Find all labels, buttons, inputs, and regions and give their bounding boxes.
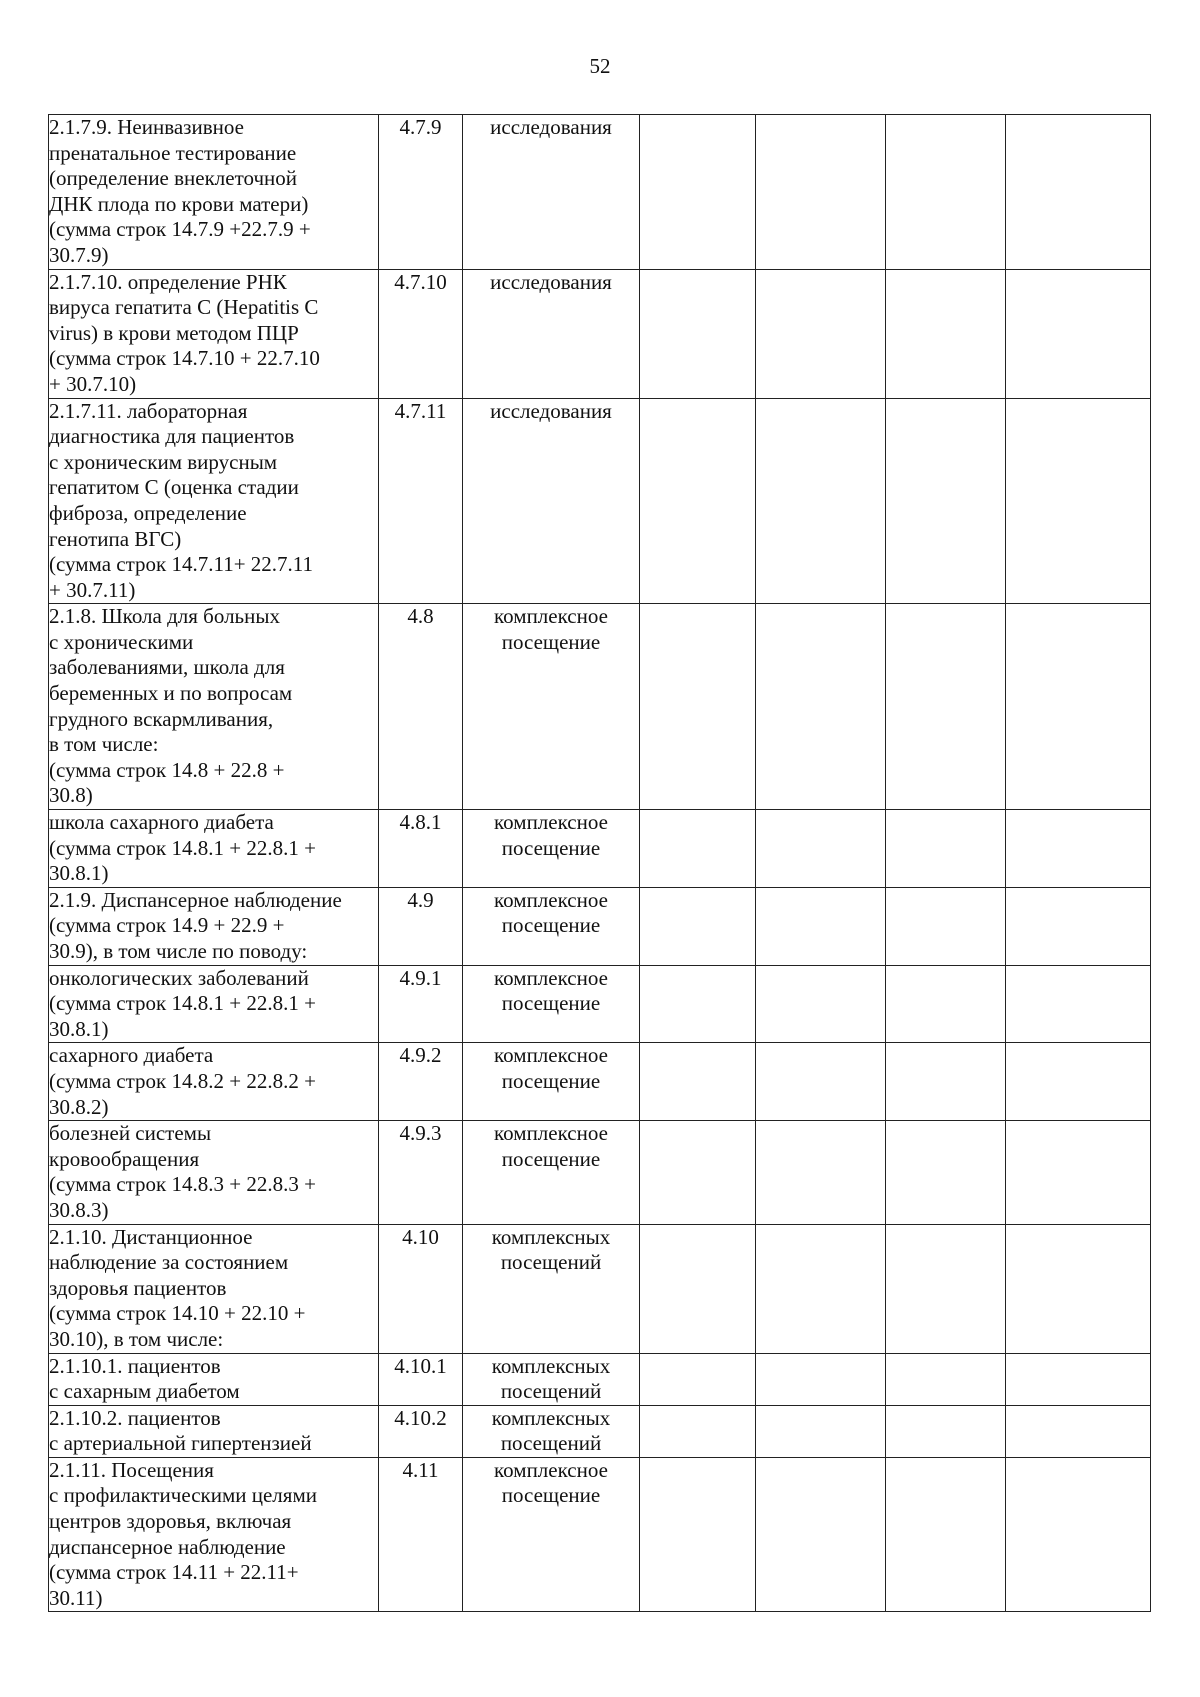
indicator-name-cell: 2.1.11. Посещения с профилактическими целями центров здоровья, включая диспансерное наблюдение (сумма строк 14.11 + 22.11+ 30.11)	[49, 1457, 379, 1612]
indicator-name-cell: 2.1.7.9. Неинвазивное пренатальное тестирование (определение внеклеточной ДНК плода по крови матери) (сумма строк 14.7.9 +22.7.9 + 30.7.9)	[49, 115, 379, 270]
table-body	[49, 115, 1151, 1612]
empty-value-cell	[756, 269, 886, 398]
row-code-cell: 4.9.2	[379, 1043, 463, 1121]
indicator-name-cell: болезней системы кровообращения (сумма строк 14.8.3 + 22.8.3 + 30.8.3)	[49, 1121, 379, 1224]
table-row	[49, 1457, 1151, 1612]
empty-value-cell	[886, 887, 1006, 965]
unit-cell: комплексное посещение	[463, 604, 640, 810]
unit-cell: комплексное посещение	[463, 887, 640, 965]
indicator-name-cell: 2.1.9. Диспансерное наблюдение (сумма строк 14.9 + 22.9 + 30.9), в том числе по поводу:	[49, 887, 379, 965]
empty-value-cell	[756, 1043, 886, 1121]
empty-value-cell	[1006, 398, 1151, 604]
unit-cell: комплексное посещение	[463, 965, 640, 1043]
empty-value-cell	[1006, 1353, 1151, 1405]
table-row	[49, 398, 1151, 604]
table-row	[49, 810, 1151, 888]
empty-value-cell	[640, 1405, 756, 1457]
row-code-cell: 4.7.10	[379, 269, 463, 398]
unit-cell: исследования	[463, 115, 640, 270]
empty-value-cell	[886, 1353, 1006, 1405]
unit-cell: комплексных посещений	[463, 1353, 640, 1405]
empty-value-cell	[1006, 115, 1151, 270]
empty-value-cell	[886, 1043, 1006, 1121]
empty-value-cell	[640, 1043, 756, 1121]
indicator-name-cell: 2.1.7.11. лабораторная диагностика для пациентов с хроническим вирусным гепатитом С (оценка стадии фиброза, определение генотипа ВГС) (сумма строк 14.7.11+ 22.7.11 + 30.7.11)	[49, 398, 379, 604]
unit-cell: исследования	[463, 269, 640, 398]
unit-cell: комплексных посещений	[463, 1405, 640, 1457]
empty-value-cell	[1006, 1121, 1151, 1224]
empty-value-cell	[1006, 269, 1151, 398]
empty-value-cell	[640, 1224, 756, 1353]
empty-value-cell	[1006, 604, 1151, 810]
indicator-name-cell: школа сахарного диабета (сумма строк 14.8.1 + 22.8.1 + 30.8.1)	[49, 810, 379, 888]
row-code-cell: 4.11	[379, 1457, 463, 1612]
table-row	[49, 1043, 1151, 1121]
empty-value-cell	[756, 1353, 886, 1405]
indicator-name-cell: 2.1.10.1. пациентов с сахарным диабетом	[49, 1353, 379, 1405]
empty-value-cell	[886, 810, 1006, 888]
row-code-cell: 4.8.1	[379, 810, 463, 888]
empty-value-cell	[886, 1121, 1006, 1224]
row-code-cell: 4.10.2	[379, 1405, 463, 1457]
empty-value-cell	[756, 1457, 886, 1612]
empty-value-cell	[756, 398, 886, 604]
row-code-cell: 4.10.1	[379, 1353, 463, 1405]
empty-value-cell	[756, 1121, 886, 1224]
empty-value-cell	[756, 1224, 886, 1353]
statistics-form-table	[48, 114, 1151, 1612]
indicator-name-cell: 2.1.7.10. определение РНК вируса гепатита С (Hepatitis C virus) в крови методом ПЦР (сумма строк 14.7.10 + 22.7.10 + 30.7.10)	[49, 269, 379, 398]
empty-value-cell	[1006, 1405, 1151, 1457]
empty-value-cell	[1006, 1043, 1151, 1121]
indicator-name-cell: 2.1.8. Школа для больных с хроническими заболеваниями, школа для беременных и по вопросам грудного вскармливания, в том числе: (сумма строк 14.8 + 22.8 + 30.8)	[49, 604, 379, 810]
table-row	[49, 115, 1151, 270]
empty-value-cell	[1006, 1457, 1151, 1612]
table-row	[49, 1405, 1151, 1457]
table-row	[49, 1353, 1151, 1405]
empty-value-cell	[756, 965, 886, 1043]
empty-value-cell	[640, 965, 756, 1043]
unit-cell: комплексное посещение	[463, 1457, 640, 1612]
empty-value-cell	[1006, 965, 1151, 1043]
empty-value-cell	[640, 1457, 756, 1612]
empty-value-cell	[756, 887, 886, 965]
empty-value-cell	[886, 1224, 1006, 1353]
empty-value-cell	[640, 604, 756, 810]
page-number: 52	[589, 54, 611, 78]
unit-cell: комплексное посещение	[463, 810, 640, 888]
table-row	[49, 1121, 1151, 1224]
empty-value-cell	[756, 604, 886, 810]
table-row	[49, 965, 1151, 1043]
table-row	[49, 1224, 1151, 1353]
empty-value-cell	[756, 810, 886, 888]
empty-value-cell	[640, 887, 756, 965]
empty-value-cell	[1006, 1224, 1151, 1353]
row-code-cell: 4.9	[379, 887, 463, 965]
empty-value-cell	[886, 398, 1006, 604]
table-row	[49, 269, 1151, 398]
empty-value-cell	[756, 115, 886, 270]
empty-value-cell	[640, 115, 756, 270]
row-code-cell: 4.7.9	[379, 115, 463, 270]
row-code-cell: 4.7.11	[379, 398, 463, 604]
unit-cell: комплексное посещение	[463, 1121, 640, 1224]
empty-value-cell	[886, 1405, 1006, 1457]
unit-cell: комплексных посещений	[463, 1224, 640, 1353]
table-row	[49, 604, 1151, 810]
row-code-cell: 4.9.3	[379, 1121, 463, 1224]
empty-value-cell	[1006, 810, 1151, 888]
row-code-cell: 4.8	[379, 604, 463, 810]
unit-cell: исследования	[463, 398, 640, 604]
empty-value-cell	[886, 115, 1006, 270]
empty-value-cell	[640, 398, 756, 604]
row-code-cell: 4.9.1	[379, 965, 463, 1043]
empty-value-cell	[886, 269, 1006, 398]
empty-value-cell	[886, 1457, 1006, 1612]
row-code-cell: 4.10	[379, 1224, 463, 1353]
empty-value-cell	[640, 269, 756, 398]
empty-value-cell	[640, 810, 756, 888]
indicator-name-cell: 2.1.10. Дистанционное наблюдение за состоянием здоровья пациентов (сумма строк 14.10 + 22.10 + 30.10), в том числе:	[49, 1224, 379, 1353]
indicator-name-cell: сахарного диабета (сумма строк 14.8.2 + 22.8.2 + 30.8.2)	[49, 1043, 379, 1121]
empty-value-cell	[1006, 887, 1151, 965]
empty-value-cell	[886, 965, 1006, 1043]
indicator-name-cell: 2.1.10.2. пациентов с артериальной гипертензией	[49, 1405, 379, 1457]
unit-cell: комплексное посещение	[463, 1043, 640, 1121]
empty-value-cell	[886, 604, 1006, 810]
empty-value-cell	[756, 1405, 886, 1457]
empty-value-cell	[640, 1121, 756, 1224]
empty-value-cell	[640, 1353, 756, 1405]
indicator-name-cell: онкологических заболеваний (сумма строк 14.8.1 + 22.8.1 + 30.8.1)	[49, 965, 379, 1043]
table-row	[49, 887, 1151, 965]
